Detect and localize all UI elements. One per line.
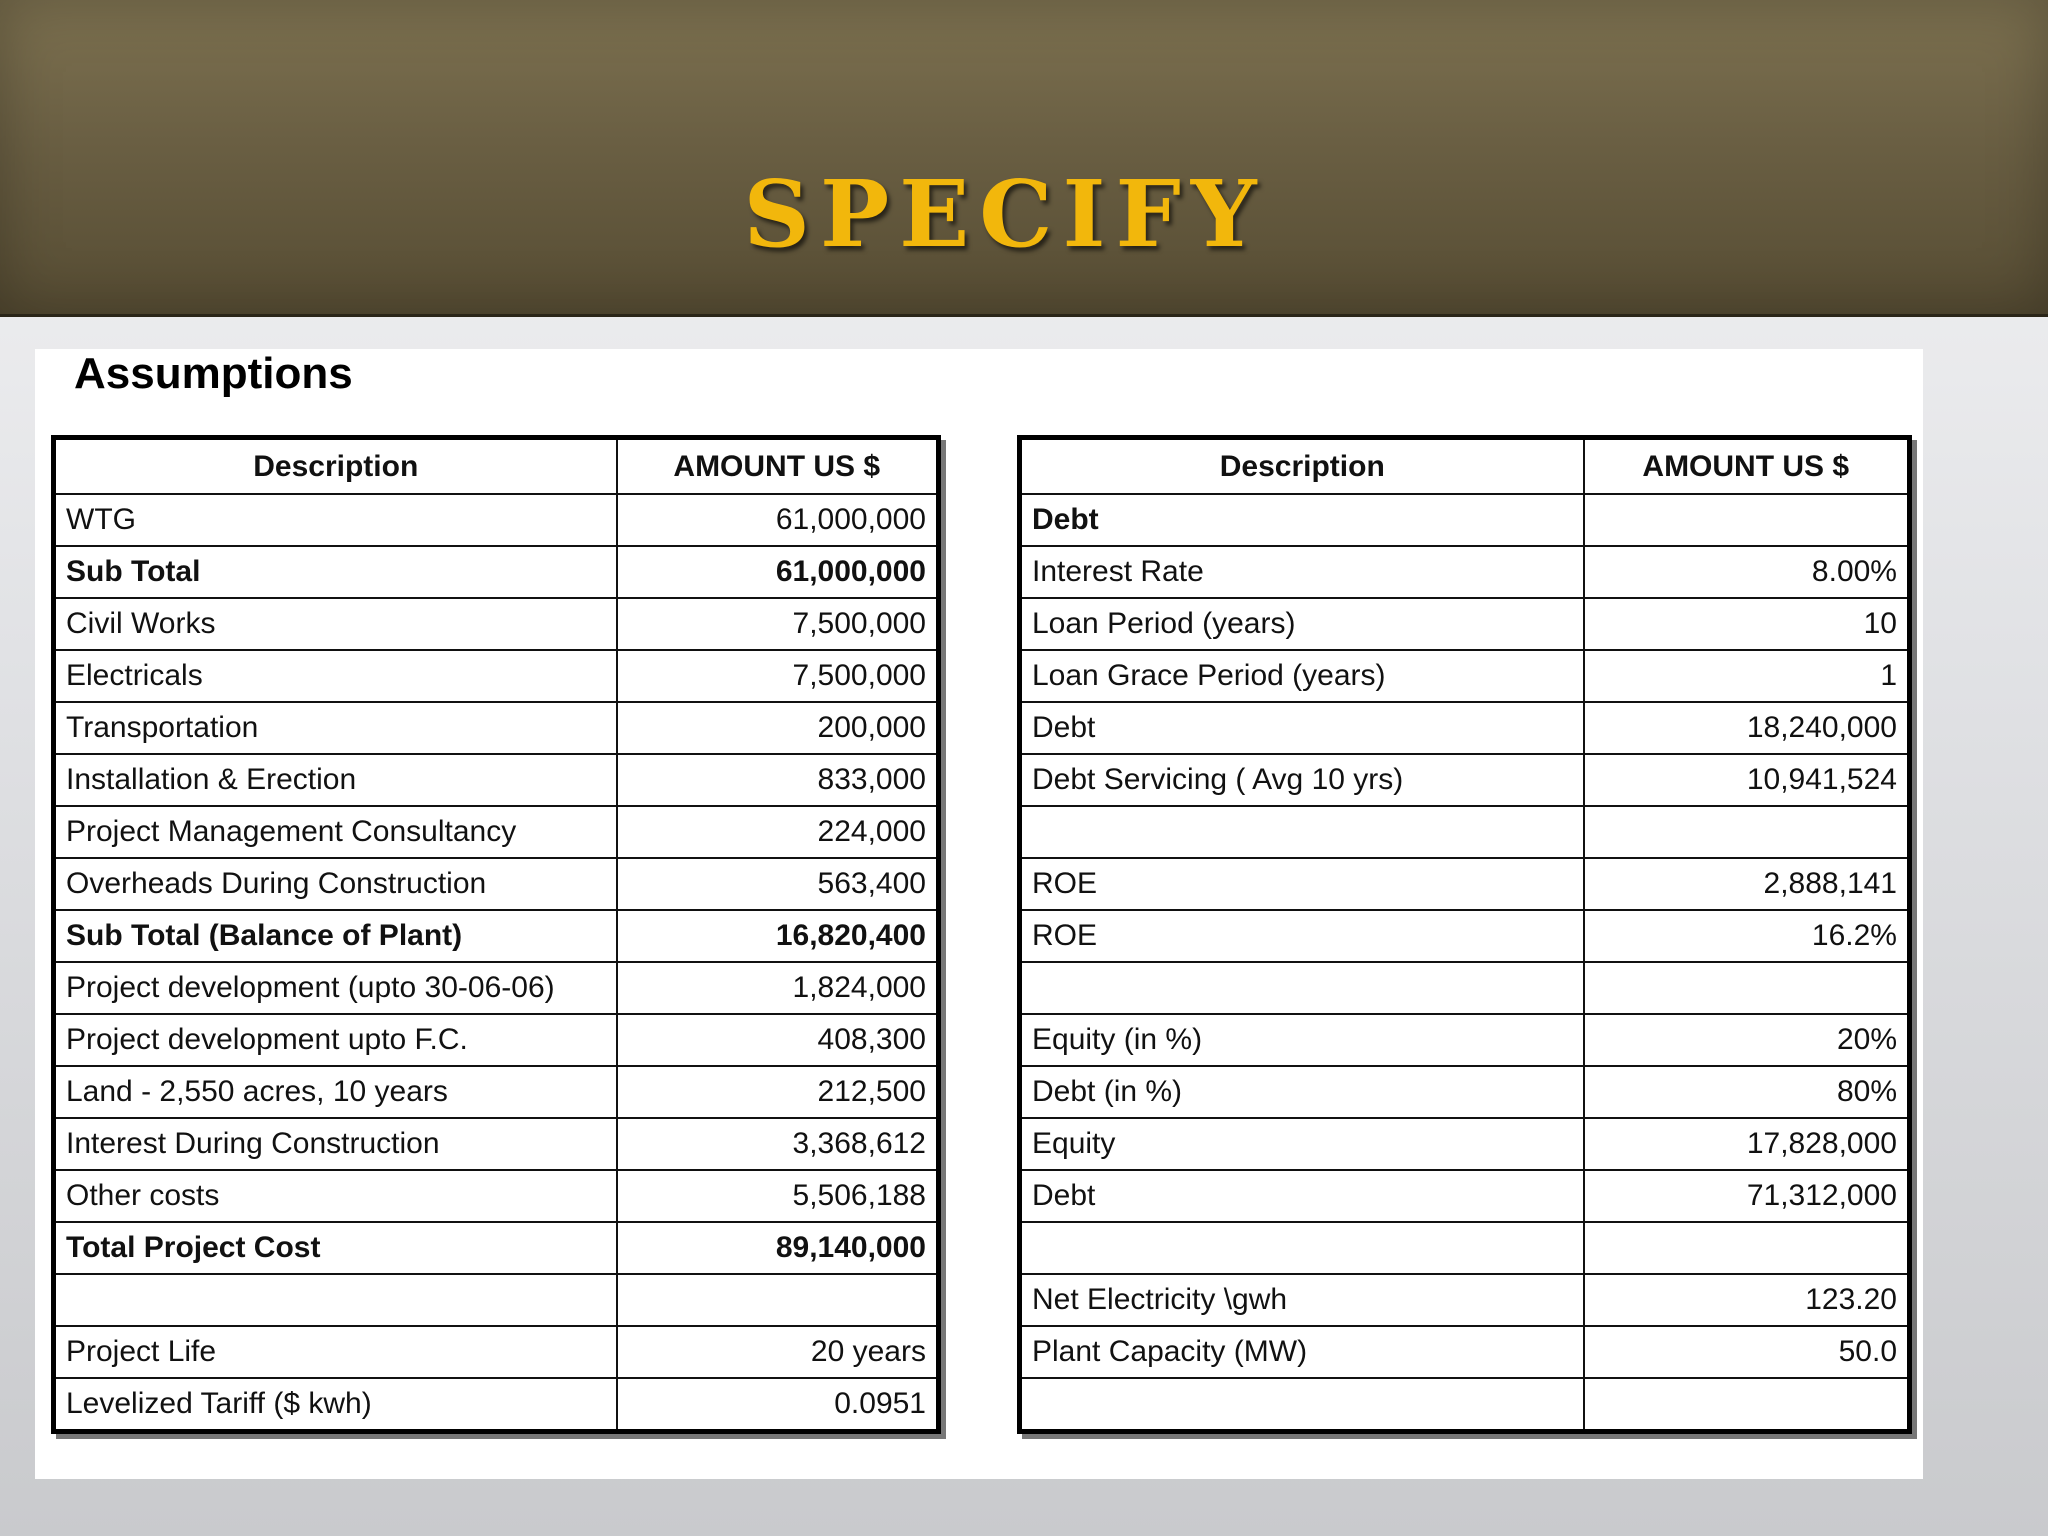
description-cell: Project development (upto 30-06-06) — [54, 962, 617, 1014]
description-cell: Debt — [1020, 702, 1584, 754]
description-cell: Debt Servicing ( Avg 10 yrs) — [1020, 754, 1584, 806]
amount-cell: 10,941,524 — [1584, 754, 1910, 806]
amount-cell: 16,820,400 — [617, 910, 939, 962]
table-row — [1020, 1066, 1910, 1118]
section-heading: Assumptions — [74, 349, 353, 398]
amount-cell: 8.00% — [1584, 546, 1910, 598]
description-cell: Loan Period (years) — [1020, 598, 1584, 650]
amount-cell — [617, 1274, 939, 1326]
amount-cell — [1584, 806, 1910, 858]
table-row — [1020, 754, 1910, 806]
header-band — [0, 0, 2048, 317]
description-cell — [1020, 1378, 1584, 1432]
amount-cell: 80% — [1584, 1066, 1910, 1118]
amount-cell: 16.2% — [1584, 910, 1910, 962]
amount-cell: 5,506,188 — [617, 1170, 939, 1222]
description-cell: Transportation — [54, 702, 617, 754]
table-row — [1020, 1014, 1910, 1066]
description-cell: Debt — [1020, 494, 1584, 546]
table-row — [1020, 494, 1910, 546]
table-row — [54, 962, 939, 1014]
table-row — [54, 1066, 939, 1118]
table-row — [54, 1118, 939, 1170]
table-header-row — [54, 438, 939, 495]
slide-title: SPECIFY — [743, 160, 1267, 268]
description-cell: Project Management Consultancy — [54, 806, 617, 858]
description-cell: Electricals — [54, 650, 617, 702]
table-row — [1020, 1378, 1910, 1432]
table-row — [54, 1326, 939, 1378]
amount-cell: 563,400 — [617, 858, 939, 910]
table-row — [54, 1170, 939, 1222]
description-cell: Debt (in %) — [1020, 1066, 1584, 1118]
description-cell: Sub Total (Balance of Plant) — [54, 910, 617, 962]
amount-cell: 1 — [1584, 650, 1910, 702]
amount-cell — [1584, 494, 1910, 546]
description-cell: Project Life — [54, 1326, 617, 1378]
amount-cell: 408,300 — [617, 1014, 939, 1066]
cost-table — [51, 435, 941, 1434]
description-cell: Total Project Cost — [54, 1222, 617, 1274]
amount-cell: 7,500,000 — [617, 650, 939, 702]
table-header-row — [1020, 438, 1910, 495]
amount-cell: 212,500 — [617, 1066, 939, 1118]
table-row — [1020, 546, 1910, 598]
amount-cell: 20 years — [617, 1326, 939, 1378]
description-cell — [54, 1274, 617, 1326]
table-row — [1020, 1326, 1910, 1378]
table-row — [54, 650, 939, 702]
amount-cell: 833,000 — [617, 754, 939, 806]
table-row — [1020, 1274, 1910, 1326]
amount-cell: 3,368,612 — [617, 1118, 939, 1170]
amount-cell: 18,240,000 — [1584, 702, 1910, 754]
description-cell: Net Electricity \gwh — [1020, 1274, 1584, 1326]
table-row — [54, 754, 939, 806]
description-column-header: Description — [54, 438, 617, 495]
description-cell: Civil Works — [54, 598, 617, 650]
table-row — [54, 858, 939, 910]
table-row — [54, 806, 939, 858]
table-row — [54, 1222, 939, 1274]
description-cell: Interest Rate — [1020, 546, 1584, 598]
table-row — [54, 1378, 939, 1432]
description-cell: ROE — [1020, 858, 1584, 910]
table-row — [1020, 910, 1910, 962]
description-cell: Equity — [1020, 1118, 1584, 1170]
table-row — [1020, 962, 1910, 1014]
description-cell: Land - 2,550 acres, 10 years — [54, 1066, 617, 1118]
table-row — [1020, 1222, 1910, 1274]
description-cell: Levelized Tariff ($ kwh) — [54, 1378, 617, 1432]
description-cell: WTG — [54, 494, 617, 546]
amount-cell: 10 — [1584, 598, 1910, 650]
description-cell — [1020, 1222, 1584, 1274]
financing-table-body — [1020, 494, 1910, 1432]
cost-table-body — [54, 494, 939, 1432]
amount-cell: 50.0 — [1584, 1326, 1910, 1378]
table-row — [1020, 598, 1910, 650]
amount-cell — [1584, 1378, 1910, 1432]
amount-cell: 7,500,000 — [617, 598, 939, 650]
description-cell: ROE — [1020, 910, 1584, 962]
description-cell: Loan Grace Period (years) — [1020, 650, 1584, 702]
description-cell: Equity (in %) — [1020, 1014, 1584, 1066]
table-row — [1020, 1170, 1910, 1222]
amount-cell: 61,000,000 — [617, 494, 939, 546]
amount-column-header: AMOUNT US $ — [617, 438, 939, 495]
description-cell: Sub Total — [54, 546, 617, 598]
amount-cell: 1,824,000 — [617, 962, 939, 1014]
amount-cell: 17,828,000 — [1584, 1118, 1910, 1170]
table-row — [54, 910, 939, 962]
amount-cell — [1584, 962, 1910, 1014]
amount-cell: 89,140,000 — [617, 1222, 939, 1274]
description-cell: Overheads During Construction — [54, 858, 617, 910]
description-cell: Interest During Construction — [54, 1118, 617, 1170]
description-cell: Installation & Erection — [54, 754, 617, 806]
table-row — [1020, 650, 1910, 702]
amount-column-header: AMOUNT US $ — [1584, 438, 1910, 495]
description-cell: Debt — [1020, 1170, 1584, 1222]
amount-cell: 2,888,141 — [1584, 858, 1910, 910]
amount-cell: 20% — [1584, 1014, 1910, 1066]
description-cell: Other costs — [54, 1170, 617, 1222]
description-cell — [1020, 806, 1584, 858]
table-row — [1020, 858, 1910, 910]
table-row — [54, 494, 939, 546]
amount-cell: 0.0951 — [617, 1378, 939, 1432]
table-row — [54, 1014, 939, 1066]
amount-cell: 71,312,000 — [1584, 1170, 1910, 1222]
table-row — [54, 598, 939, 650]
amount-cell: 61,000,000 — [617, 546, 939, 598]
description-column-header: Description — [1020, 438, 1584, 495]
table-row — [1020, 1118, 1910, 1170]
table-row — [1020, 702, 1910, 754]
amount-cell: 224,000 — [617, 806, 939, 858]
description-cell: Plant Capacity (MW) — [1020, 1326, 1584, 1378]
description-cell: Project development upto F.C. — [54, 1014, 617, 1066]
amount-cell: 123.20 — [1584, 1274, 1910, 1326]
table-row — [54, 546, 939, 598]
table-row — [1020, 806, 1910, 858]
table-row — [54, 702, 939, 754]
financing-table — [1017, 435, 1912, 1434]
description-cell — [1020, 962, 1584, 1014]
amount-cell — [1584, 1222, 1910, 1274]
table-row — [54, 1274, 939, 1326]
amount-cell: 200,000 — [617, 702, 939, 754]
